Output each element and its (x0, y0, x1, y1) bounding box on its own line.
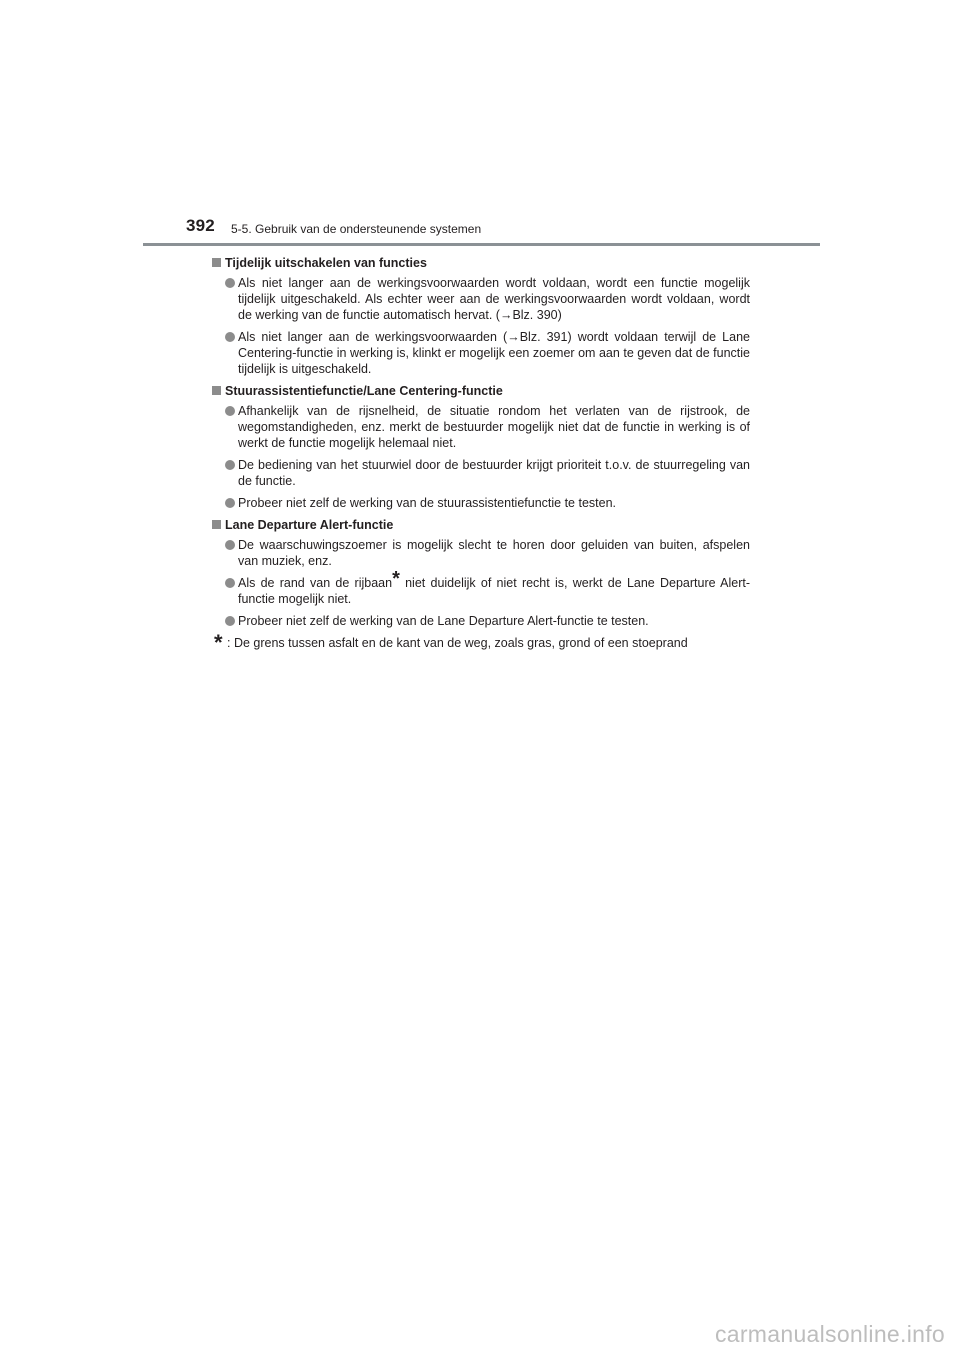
list-item (212, 568, 750, 607)
list-item-text-after: niet duidelijk of niet recht is, werkt de Lane Departure Alert-functie mogelijk niet. (238, 576, 750, 606)
list-item (212, 537, 750, 569)
list-item-text-before: Als de rand van de rijbaan (238, 576, 393, 590)
circle-bullet-icon (225, 460, 235, 470)
list-item-text: Als niet langer aan de werkingsvoorwaarden wordt voldaan, wordt een functie mogelijk tijdelijk uitgeschakeld. Als echter weer aan de werkingsvoorwaarden wordt voldaan, wordt de werking van de functie automatisch hervat. (→Blz. 390) (238, 276, 750, 322)
header-rule (143, 243, 820, 246)
list-item-text: De waarschuwingszoemer is mogelijk slecht te horen door geluiden van buiten, afspelen van muziek, enz. (238, 538, 750, 568)
circle-bullet-icon (225, 578, 235, 588)
list-item-text: De bediening van het stuurwiel door de bestuurder krijgt prioriteit t.o.v. de stuurregeling van de functie. (238, 458, 750, 488)
circle-bullet-icon (225, 332, 235, 342)
watermark: carmanualsonline.info (714, 1321, 945, 1347)
list-item (212, 495, 750, 511)
heading-text: Tijdelijk uitschakelen van functies (225, 256, 427, 270)
circle-bullet-icon (225, 406, 235, 416)
list-item-text: Als niet langer aan de werkingsvoorwaarden (→Blz. 391) wordt voldaan terwijl de Lane Centering-functie in werking is, klinkt er mogelijk een zoemer om aan te geven dat de functie tijdelijk is uitgeschakeld. (238, 330, 750, 376)
section-title: 5-5. Gebruik van de ondersteunende systemen (231, 222, 482, 236)
footnote (212, 630, 750, 655)
heading-text: Lane Departure Alert-functie (225, 518, 394, 532)
list-item-text: Probeer niet zelf de werking van de Lane Departure Alert-functie te testen. (238, 614, 649, 628)
list-item (212, 275, 750, 323)
section-heading (212, 255, 750, 271)
footnote-marker: * (392, 568, 400, 590)
circle-bullet-icon (225, 278, 235, 288)
square-bullet-icon (212, 386, 221, 395)
section-heading (212, 383, 750, 399)
footnote-text: : De grens tussen asfalt en de kant van de weg, zoals gras, grond of een stoeprand (227, 636, 688, 650)
list-item (212, 613, 750, 629)
page-number: 392 (186, 216, 215, 235)
page-content (212, 255, 750, 655)
circle-bullet-icon (225, 616, 235, 626)
footnote-star: * (214, 630, 223, 655)
list-item (212, 403, 750, 451)
square-bullet-icon (212, 258, 221, 267)
heading-text: Stuurassistentiefunctie/Lane Centering-functie (225, 384, 503, 398)
list-item (212, 329, 750, 377)
circle-bullet-icon (225, 498, 235, 508)
list-item-text: Probeer niet zelf de werking van de stuurassistentiefunctie te testen. (238, 496, 616, 510)
circle-bullet-icon (225, 540, 235, 550)
section-heading (212, 517, 750, 533)
square-bullet-icon (212, 520, 221, 529)
list-item-text: Afhankelijk van de rijsnelheid, de situatie rondom het verlaten van de rijstrook, de wegomstandigheden, enz. merkt de bestuurder mogelijk niet dat de functie in werking is of werkt de functie mogelijk helemaal niet. (238, 404, 750, 450)
list-item (212, 457, 750, 489)
